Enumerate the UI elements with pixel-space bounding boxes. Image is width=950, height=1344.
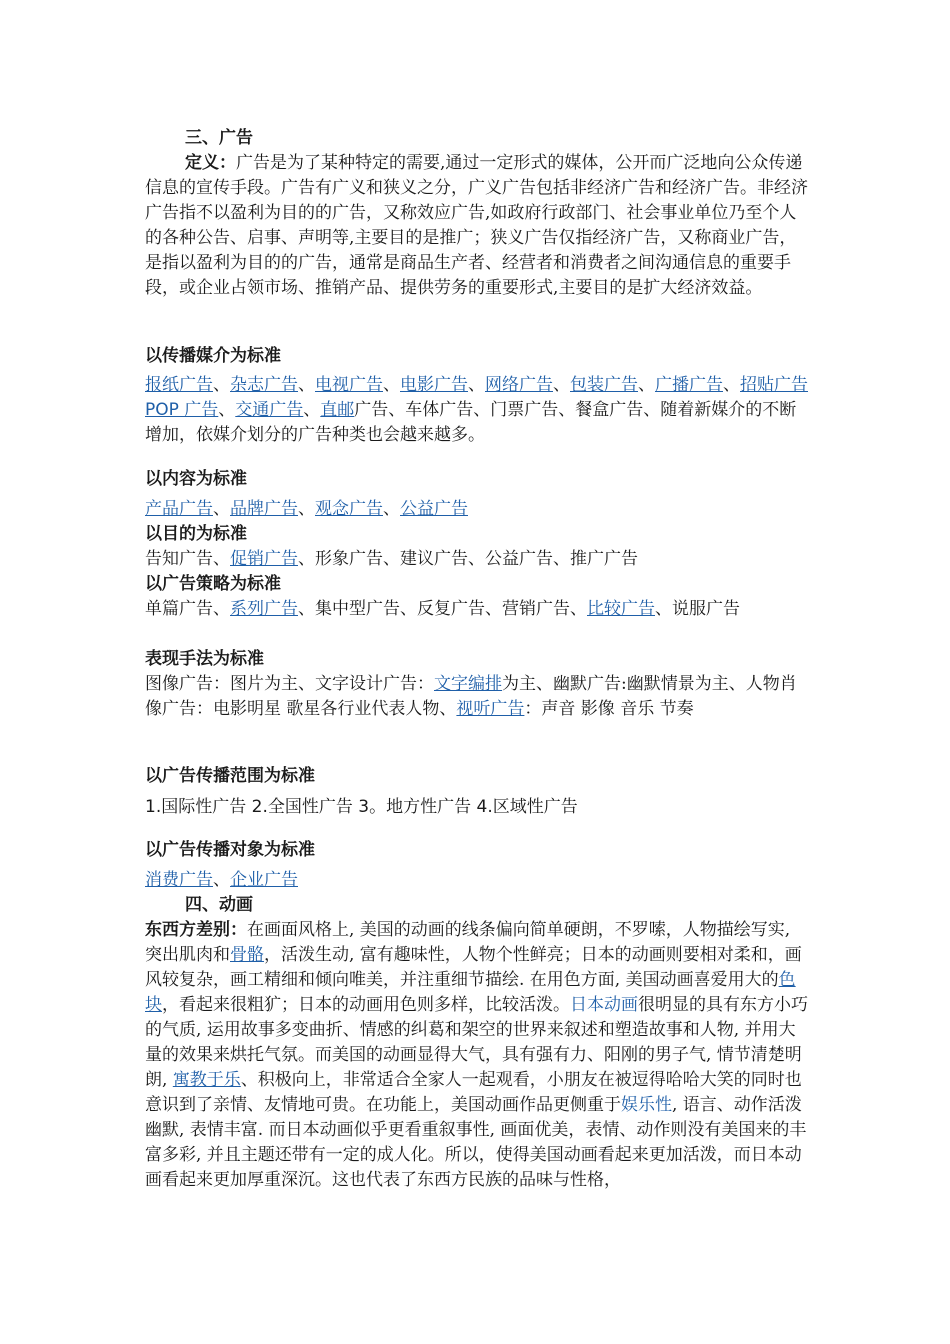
media-tail-text: 广告、车体广告、门票广告、餐盒广告、随着新媒介的不断增加，依媒介划分的广告种类也会越来越多。 — [145, 400, 797, 445]
link-enterprise-ad[interactable]: 企业广告 — [230, 870, 298, 890]
link-public-welfare-ad[interactable]: 公益广告 — [400, 499, 468, 519]
technique-list — [145, 672, 810, 722]
link-concept-ad[interactable]: 观念广告 — [315, 499, 383, 519]
strategy-list — [145, 597, 810, 622]
text: 国际性广告 — [161, 797, 252, 817]
text: 区域性广告 — [492, 797, 578, 817]
link-film-ad[interactable]: 电影广告 — [400, 375, 468, 395]
category-purpose — [145, 522, 810, 572]
text: 在画面风格上, 美国的动画的线条偏向简单硬朗，不罗嗦，人物描绘写实, 突出肌肉和 — [145, 920, 791, 965]
text: 图像广告：图片为主、文字设计广告： — [145, 674, 434, 694]
number: 1. — [145, 797, 162, 817]
text: , 语言、动作活泼幽默, 表情丰富. 而日本动画似乎更看重叙事性, 画面优美，表情、动作则没有美国来的丰富多彩, 并且主题还带有一定的成人化。所以，使得美国动画看起来更加活泼，而日本动画看起来更加厚重深沉。这也代表了东西方民族的品味与性格， — [145, 1095, 807, 1190]
section-heading: 三、广告 — [185, 128, 253, 148]
text: ：声音 影像 音乐 节奏 — [524, 699, 694, 719]
category-heading: 以目的为标准 — [145, 524, 247, 544]
separator: 、 — [723, 375, 740, 395]
link-tv-ad[interactable]: 电视广告 — [315, 375, 383, 395]
content-list — [145, 497, 810, 522]
section-animation — [145, 893, 810, 1193]
category-heading: 表现手法为标准 — [145, 649, 264, 669]
text: 为主、幽默广告:幽默情景为主、人物肖像广告：电影明星 歌星各行业代表人物、 — [145, 674, 797, 719]
text: 、集中型广告、反复广告、营销广告、 — [298, 599, 587, 619]
definition-text: 广告是为了某种特定的需要,通过一定形式的媒体，公开而广泛地向公众传递信息的宣传手段。广告有广义和狭义之分，广义广告包括非经济广告和经济广告。非经济广告指不以盈利为目的的广告，又称效应广告,如政府行政部门、社会事业单位乃至个人的各种公告、启事、声明等,主要目的是推广；狭义广告仅指经济广告，又称商业广告，是指以盈利为目的的广告，通常是商品生产者、经营者和消费者之间沟通信息的重要手段，或企业占领市场、推销产品、提供劳务的重要形式,主要目的是扩大经济效益。 — [145, 153, 808, 298]
category-technique — [145, 647, 810, 722]
section-heading: 四、动画 — [185, 895, 253, 915]
category-heading: 以广告策略为标准 — [145, 574, 281, 594]
text: ，看起来很粗犷；日本的动画用色则多样，比较活泼。 — [162, 995, 570, 1015]
scope-list — [145, 795, 810, 820]
text: 告知广告、 — [145, 549, 230, 569]
separator: 、 — [638, 375, 655, 395]
link-typography[interactable]: 文字编排 — [434, 674, 502, 694]
link-transit-ad[interactable]: 交通广告 — [235, 400, 304, 420]
audience-list — [145, 868, 810, 893]
separator: 、 — [298, 499, 315, 519]
text: 全国性广告 — [267, 797, 359, 817]
separator: 、 — [298, 375, 315, 395]
category-heading: 以传播媒介为标准 — [145, 346, 281, 366]
definition-label: 定义： — [185, 153, 236, 173]
link-web-ad[interactable]: 网络广告 — [485, 375, 553, 395]
separator: 、 — [218, 400, 236, 420]
number: 4. — [476, 797, 493, 817]
link-package-ad[interactable]: 包装广告 — [570, 375, 638, 395]
link-color-block[interactable]: 色块 — [145, 970, 796, 1015]
link-product-ad[interactable]: 产品广告 — [145, 499, 213, 519]
category-audience — [145, 838, 810, 863]
link-edutainment[interactable]: 寓教于乐 — [172, 1070, 241, 1090]
separator: 、 — [213, 375, 230, 395]
link-magazine-ad[interactable]: 杂志广告 — [230, 375, 298, 395]
text: 、说服广告 — [655, 599, 740, 619]
category-media — [145, 344, 810, 369]
separator: 、 — [213, 870, 230, 890]
separator: 、 — [468, 375, 485, 395]
separator: 、 — [553, 375, 570, 395]
category-heading: 以广告传播对象为标准 — [145, 840, 315, 860]
category-strategy — [145, 572, 810, 622]
section-advertising — [145, 126, 810, 301]
purpose-list — [145, 547, 810, 572]
link-skeleton[interactable]: 骨骼 — [230, 945, 264, 965]
link-brand-ad[interactable]: 品牌广告 — [230, 499, 298, 519]
animation-paragraph — [145, 918, 810, 1193]
category-content — [145, 467, 810, 492]
link-japanese-animation[interactable]: 日本动画 — [570, 995, 638, 1015]
separator: 、 — [383, 375, 400, 395]
category-heading: 以内容为标准 — [145, 469, 247, 489]
link-comparison-ad[interactable]: 比较广告 — [587, 599, 655, 619]
text: 很明显的具有东方小巧的气质, 运用故事多变曲折、情感的纠葛和架空的世界来叙述和塑造故事和人物, 并用大量的效果来烘托气氛。而美国的动画显得大气，具有强有力、阳刚的男子气, 情节清楚明朗, — [145, 995, 808, 1090]
number: 3 — [358, 797, 370, 817]
text: 。地方性广告 — [369, 797, 477, 817]
separator: 、 — [383, 499, 400, 519]
text: ，活泼生动, 富有趣味性，人物个性鲜亮；日本的动画则要相对柔和，画风较复杂，画工精细和倾向唯美，并注重细节描绘. 在用色方面, 美国动画喜爱用大的 — [145, 945, 802, 990]
text: 、积极向上，非常适合全家人一起观看，小朋友在被逗得哈哈大笑的同时也意识到了亲情、友情地可贵。在功能上，美国动画作品更侧重于 — [145, 1070, 802, 1115]
link-audiovisual-ad[interactable]: 视听广告 — [456, 699, 525, 719]
category-scope — [145, 764, 810, 789]
link-pop-ad[interactable]: POP 广告 — [145, 400, 219, 420]
text: 单篇广告、 — [145, 599, 230, 619]
separator: 、 — [303, 400, 321, 420]
link-consumer-ad[interactable]: 消费广告 — [145, 870, 213, 890]
media-list — [145, 373, 810, 448]
link-poster-ad[interactable]: 招贴广告 — [740, 375, 808, 395]
link-promotion-ad[interactable]: 促销广告 — [230, 549, 298, 569]
link-entertainment[interactable]: 娱乐性 — [621, 1095, 672, 1115]
paragraph-label: 东西方差别： — [145, 920, 247, 940]
link-direct-mail[interactable]: 直邮 — [320, 400, 355, 420]
separator: 、 — [213, 499, 230, 519]
number: 2. — [251, 797, 268, 817]
text: 、形象广告、建议广告、公益广告、推广广告 — [298, 549, 638, 569]
link-radio-ad[interactable]: 广播广告 — [655, 375, 723, 395]
link-newspaper-ad[interactable]: 报纸广告 — [145, 375, 213, 395]
definition-paragraph — [145, 151, 810, 301]
link-series-ad[interactable]: 系列广告 — [230, 599, 298, 619]
category-heading: 以广告传播范围为标准 — [145, 766, 315, 786]
